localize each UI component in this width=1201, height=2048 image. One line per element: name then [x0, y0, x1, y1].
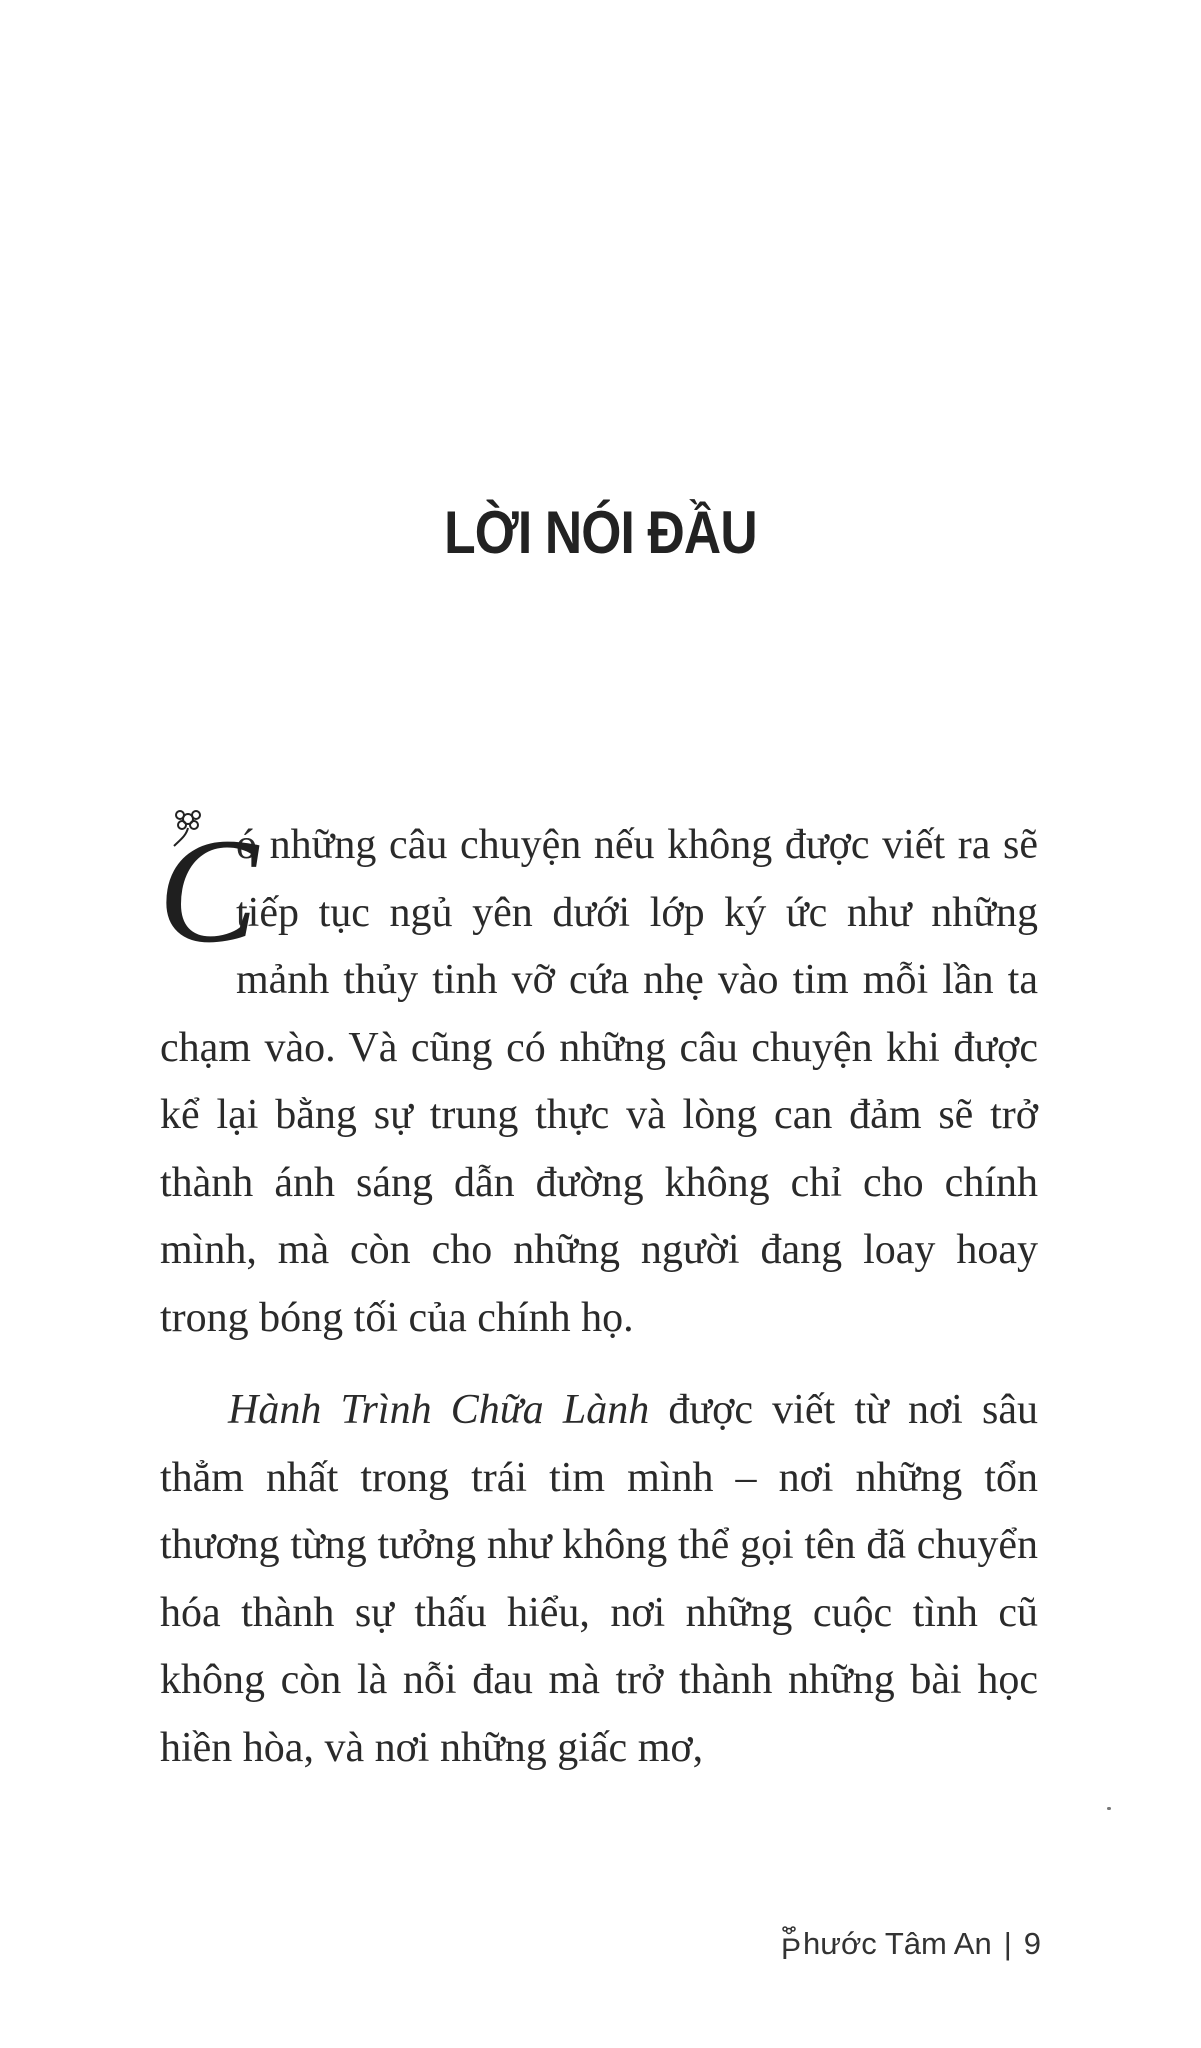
chapter-title: LỜI NÓI ĐẦU [444, 499, 757, 566]
svg-text:P: P [780, 1933, 801, 1966]
drop-cap [156, 808, 259, 974]
page-number: 9 [1023, 1926, 1041, 1961]
page-footer [780, 1926, 1041, 1966]
footer-separator: | [1003, 1926, 1012, 1961]
flower-ornament-icon [780, 1926, 803, 1966]
paragraph-2 [160, 1377, 1038, 1782]
drop-cap-letter: C [158, 808, 259, 974]
flower-ornament-icon [156, 806, 259, 974]
book-title: Hành Trình Chữa Lành [228, 1387, 650, 1433]
paragraph-2-text: được viết từ nơi sâu thẳm nhất trong trái tim mình – nơi những tổn thương từng tưởng như không thể gọi tên đã chuyển hóa thành sự thấu hiểu, nơi những cuộc tình cũ không còn là nỗi đau mà trở thành những bài học hiền hòa, và nơi những giấc mơ, [160, 1387, 1038, 1771]
footer-author [780, 1926, 992, 1966]
body-text [158, 808, 1038, 1782]
paragraph-1 [158, 808, 1038, 1352]
footer-author-name: hước Tâm An [802, 1926, 992, 1961]
paper-speck [1107, 1807, 1111, 1810]
paragraph-1-text: ó những câu chuyện nếu không được viết ra sẽ tiếp tục ngủ yên dưới lớp ký ức như những mảnh thủy tinh vỡ cứa nhẹ vào tim mỗi lần ta chạm vào. Và cũng có những câu chuyện khi được kể lại bằng sự trung thực và lòng can đảm sẽ trở thành ánh sáng dẫn đường không chỉ cho chính mình, mà còn cho những người đang loay hoay trong bóng tối của chính họ. [160, 822, 1038, 1341]
